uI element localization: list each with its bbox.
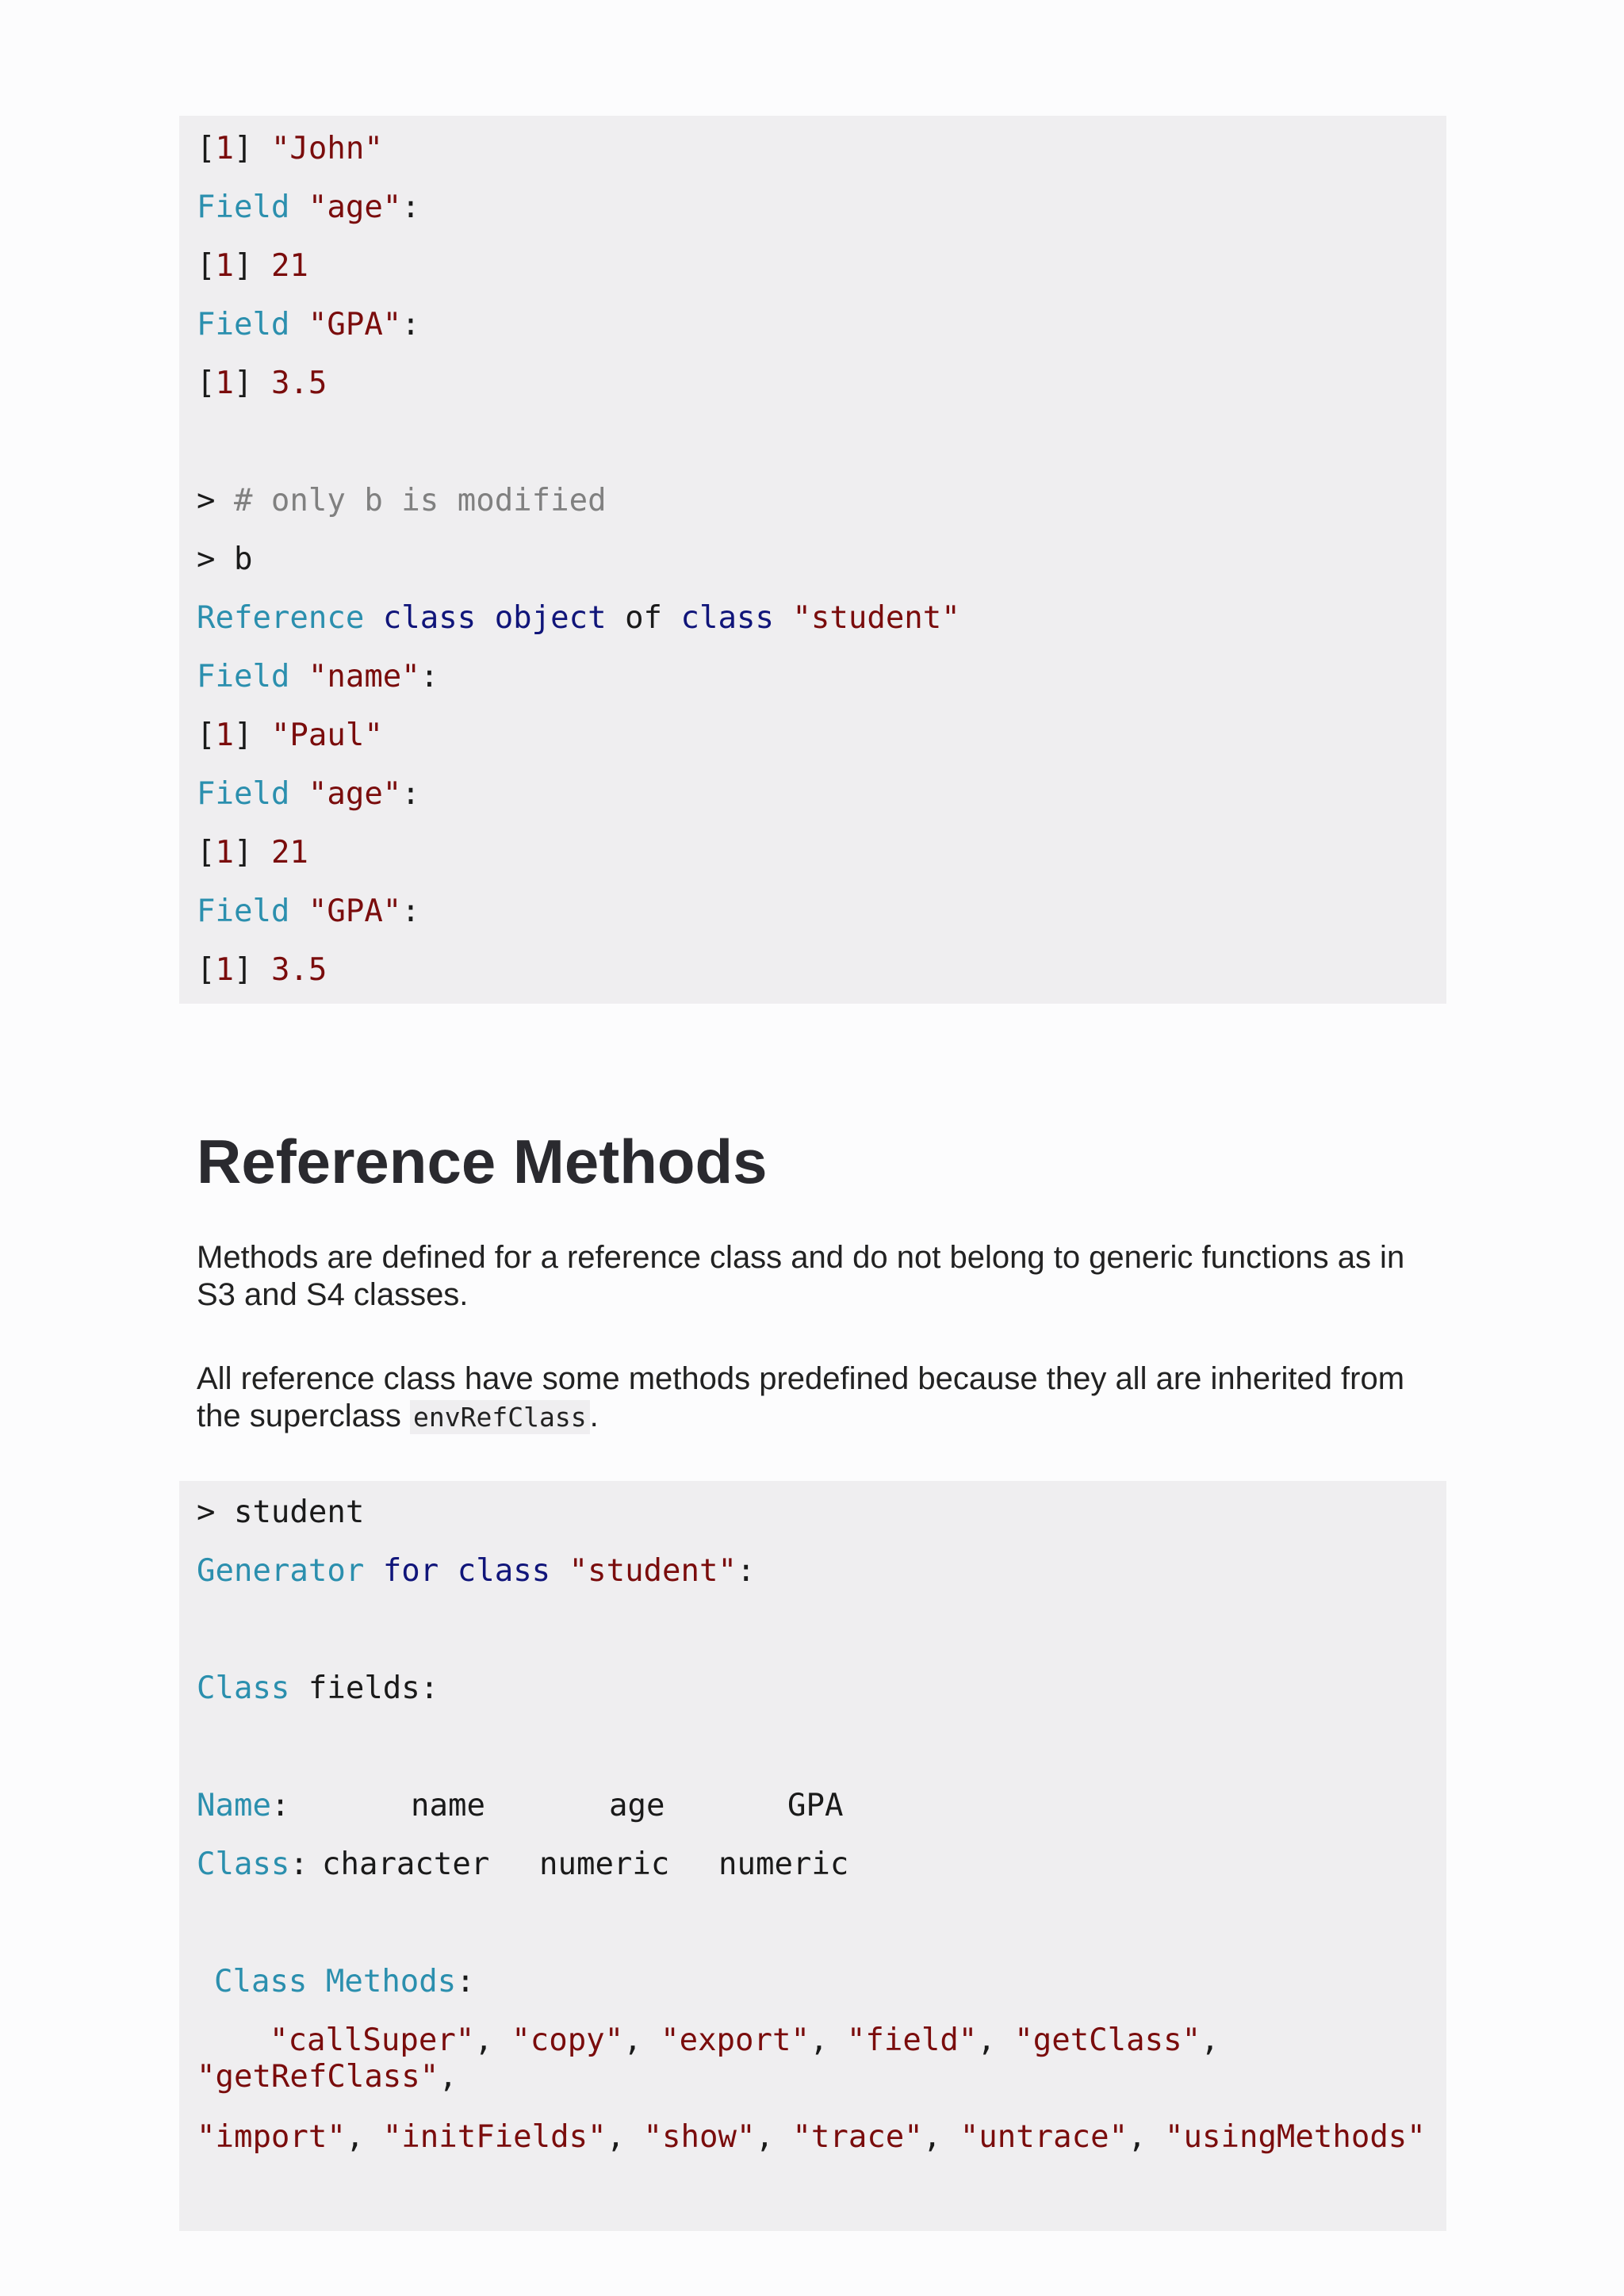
code-line: Field "age":	[197, 189, 420, 225]
code-line-methods: "getRefClass",	[197, 2059, 458, 2095]
code-line: [1] 21	[197, 248, 308, 284]
code-line: Field "age":	[197, 776, 420, 812]
code-line: [1] "John"	[197, 131, 383, 166]
code-line: [1] 21	[197, 835, 308, 871]
code-line: Field "GPA":	[197, 307, 420, 342]
code-line: > b	[197, 541, 253, 577]
code-line: Field "name":	[197, 659, 439, 695]
code-line: Class fields:	[197, 1670, 439, 1706]
code-line-field-classes: Class: character numeric numeric	[197, 1846, 849, 1882]
code-line: [1] 3.5	[197, 952, 327, 988]
inline-code: envRefClass	[410, 1400, 590, 1434]
code-line: [1] "Paul"	[197, 718, 383, 753]
code-line: Field "GPA":	[197, 894, 420, 929]
code-line: Class Methods:	[214, 1964, 475, 1999]
code-line: Generator for class "student":	[197, 1553, 756, 1589]
paragraph-end: .	[589, 1399, 599, 1433]
code-line-methods: "import", "initFields", "show", "trace", "untrace", "usingMethods"	[197, 2119, 1426, 2155]
paragraph-superclass	[197, 1360, 1434, 1436]
code-line-comment: > # only b is modified	[197, 483, 607, 519]
code-line: Reference class object of class "student"	[197, 600, 960, 636]
code-block-generator	[179, 1481, 1446, 2231]
paragraph-text: All reference class have some methods predefined because they all are inherited from the superclass	[197, 1361, 1405, 1433]
code-line-field-names: Name: name age GPA	[197, 1788, 844, 1823]
code-line-methods: "callSuper", "copy", "export", "field", "getClass",	[270, 2022, 1220, 2058]
code-line: [1] 3.5	[197, 365, 327, 401]
code-line: > student	[197, 1494, 365, 1530]
paragraph-intro: Methods are defined for a reference class and do not belong to generic functions as in S3 and S4 classes.	[197, 1240, 1405, 1312]
section-title: Reference Methods	[197, 1127, 768, 1196]
code-block-output	[179, 116, 1446, 1004]
